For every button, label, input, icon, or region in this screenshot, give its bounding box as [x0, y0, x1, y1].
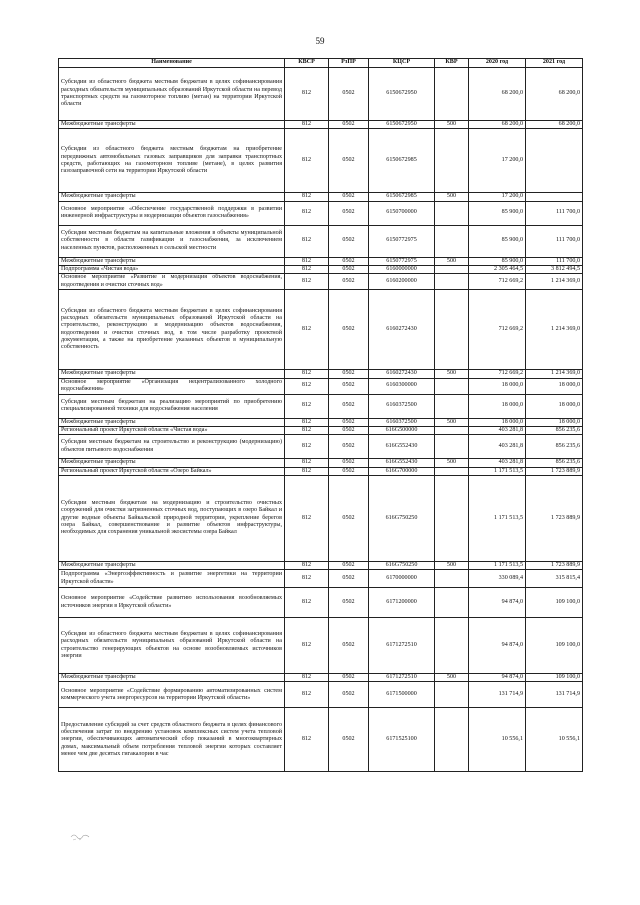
cell-name: Субсидии из областного бюджета местным бюджетам в целях софинансирования расходных обязательств муниципальных образований Иркутской области на строительство генерирующих объектов на основе возобновляемых источников энергии — [59, 618, 285, 674]
cell-kvr: 500 — [435, 459, 469, 467]
cell-rzpr: 0502 — [329, 588, 369, 618]
header-2020: 2020 год — [469, 59, 526, 68]
cell-kvr: 500 — [435, 370, 469, 378]
cell-rzpr: 0502 — [329, 290, 369, 370]
cell-name: Субсидии местным бюджетам на реализацию мероприятий по приобретению специализированной техники для водоснабжения населения — [59, 394, 285, 418]
cell-2020: 68 200,0 — [469, 121, 526, 129]
cell-kcsr: 6150772975 — [369, 225, 435, 257]
cell-name: Основное мероприятие «Организация нецентрализованного холодного водоснабжения» — [59, 378, 285, 394]
cell-name: Основное мероприятие «Обеспечение государственной поддержки в развитии инженерной инфраструктуры и модернизации объектов газоснабжения» — [59, 201, 285, 225]
table-row — [59, 467, 583, 475]
cell-rzpr: 0502 — [329, 394, 369, 418]
cell-2020: 1 171 513,5 — [469, 467, 526, 475]
cell-2021: 111 700,0 — [526, 225, 583, 257]
cell-kvr — [435, 682, 469, 708]
cell-kvr — [435, 394, 469, 418]
cell-kcsr: 6171500000 — [369, 682, 435, 708]
cell-kvr — [435, 708, 469, 772]
cell-2020: 85 900,0 — [469, 225, 526, 257]
cell-2021: 1 723 889,9 — [526, 475, 583, 561]
cell-name: Межбюджетные трансферты — [59, 561, 285, 569]
cell-rzpr: 0502 — [329, 674, 369, 682]
cell-name: Основное мероприятие «Содействие развитию использования возобновляемых источников энергии в Иркутской области» — [59, 588, 285, 618]
cell-2020: 712 669,2 — [469, 290, 526, 370]
cell-name: Межбюджетные трансферты — [59, 121, 285, 129]
cell-kcsr: 6171272510 — [369, 618, 435, 674]
cell-kvr — [435, 225, 469, 257]
table-body — [59, 68, 583, 772]
cell-2020: 131 714,9 — [469, 682, 526, 708]
cell-name: Субсидии из областного бюджета местным бюджетам в целях софинансирования расходных обязательств муниципальных образований Иркутской области на строительство, реконструкцию и модернизацию объектов водоснабжения, водоотведения и очистки сточных вод, в том числе разработку проектной документации, а также на приобретение указанных объектов в муниципальную собственность — [59, 290, 285, 370]
table-row — [59, 201, 583, 225]
header-kvr: КВР — [435, 59, 469, 68]
cell-2020: 2 305 464,5 — [469, 265, 526, 273]
cell-kvsr: 812 — [285, 435, 329, 459]
cell-rzpr: 0502 — [329, 618, 369, 674]
cell-2020: 18 000,0 — [469, 378, 526, 394]
cell-2020: 68 200,0 — [469, 68, 526, 121]
cell-kvr — [435, 475, 469, 561]
cell-kcsr: 6160200000 — [369, 274, 435, 290]
cell-name: Межбюджетные трансферты — [59, 193, 285, 201]
cell-name: Основное мероприятие «Содействие формированию автоматизированных систем коммерческого учета энергоресурсов на территории Иркутской области» — [59, 682, 285, 708]
cell-kcsr: 6150672985 — [369, 193, 435, 201]
cell-kvr: 500 — [435, 418, 469, 426]
cell-2021: 111 700,0 — [526, 201, 583, 225]
table-row — [59, 570, 583, 588]
cell-kcsr: 6171200000 — [369, 588, 435, 618]
cell-rzpr: 0502 — [329, 418, 369, 426]
cell-kvr — [435, 435, 469, 459]
cell-2021: 1 723 889,9 — [526, 467, 583, 475]
cell-rzpr: 0502 — [329, 682, 369, 708]
cell-2020: 1 171 513,5 — [469, 561, 526, 569]
cell-kcsr: 6150672985 — [369, 129, 435, 193]
cell-rzpr: 0502 — [329, 435, 369, 459]
header-rzpr: РзПР — [329, 59, 369, 68]
table-row — [59, 674, 583, 682]
cell-2021: 111 700,0 — [526, 257, 583, 265]
cell-kvsr: 812 — [285, 201, 329, 225]
cell-name: Субсидии местным бюджетам на капитальные вложения в объекты муниципальной собственности в области газификации и газоснабжения, за исключением населенных пунктов, расположенных в сельской местности — [59, 225, 285, 257]
cell-kvr — [435, 201, 469, 225]
cell-kvsr: 812 — [285, 129, 329, 193]
cell-2020: 712 669,2 — [469, 274, 526, 290]
cell-kcsr: 6171272510 — [369, 674, 435, 682]
header-2021: 2021 год — [526, 59, 583, 68]
table-row — [59, 394, 583, 418]
cell-2020: 10 556,1 — [469, 708, 526, 772]
cell-kvsr: 812 — [285, 426, 329, 434]
cell-kvsr: 812 — [285, 378, 329, 394]
cell-2020: 403 281,8 — [469, 459, 526, 467]
table-row — [59, 561, 583, 569]
cell-kvr: 500 — [435, 193, 469, 201]
cell-2021: 1 214 369,0 — [526, 370, 583, 378]
cell-kcsr: 6160272430 — [369, 370, 435, 378]
cell-rzpr: 0502 — [329, 121, 369, 129]
cell-2020: 94 874,0 — [469, 588, 526, 618]
cell-2021: 856 235,6 — [526, 435, 583, 459]
cell-kvsr: 812 — [285, 418, 329, 426]
cell-kvsr: 812 — [285, 370, 329, 378]
cell-name: Межбюджетные трансферты — [59, 418, 285, 426]
cell-2021: 1 723 889,9 — [526, 561, 583, 569]
cell-kvr — [435, 618, 469, 674]
cell-rzpr: 0502 — [329, 708, 369, 772]
cell-kvsr: 812 — [285, 265, 329, 273]
cell-kvsr: 812 — [285, 225, 329, 257]
cell-kcsr: 6150700000 — [369, 201, 435, 225]
cell-2020: 85 900,0 — [469, 201, 526, 225]
table-row — [59, 193, 583, 201]
cell-2021: 1 214 369,0 — [526, 274, 583, 290]
cell-2021 — [526, 193, 583, 201]
cell-kvsr: 812 — [285, 193, 329, 201]
cell-kcsr: 6150672950 — [369, 121, 435, 129]
cell-kvr — [435, 467, 469, 475]
cell-kvr — [435, 570, 469, 588]
cell-2021: 1 214 369,0 — [526, 290, 583, 370]
cell-rzpr: 0502 — [329, 257, 369, 265]
table-row — [59, 708, 583, 772]
cell-rzpr: 0502 — [329, 467, 369, 475]
cell-kvsr: 812 — [285, 570, 329, 588]
cell-kvr — [435, 378, 469, 394]
cell-2020: 18 000,0 — [469, 418, 526, 426]
table-row — [59, 618, 583, 674]
cell-2020: 94 874,0 — [469, 618, 526, 674]
cell-kvr — [435, 274, 469, 290]
table-row — [59, 121, 583, 129]
cell-name: Основное мероприятие «Развитие и модернизация объектов водоснабжения, водоотведения и очистки сточных вод» — [59, 274, 285, 290]
cell-kcsr: 6160300000 — [369, 378, 435, 394]
cell-kcsr: 6171525100 — [369, 708, 435, 772]
cell-kvr — [435, 426, 469, 434]
cell-2020: 94 874,0 — [469, 674, 526, 682]
cell-kcsr: 616G552430 — [369, 459, 435, 467]
cell-kvsr: 812 — [285, 274, 329, 290]
cell-rzpr: 0502 — [329, 201, 369, 225]
cell-kvsr: 812 — [285, 588, 329, 618]
cell-name: Субсидии местным бюджетам на модернизацию и строительство очистных сооружений для очистки загрязненных сточных вод, поступающих в озеро Байкал и другие водные объекты Байкальской природной территории, укрепление берегов озера Байкал, совершенствование и развитие объектов инфраструктуры, необходимых для сохранения уникальной экосистемы озера Байкал — [59, 475, 285, 561]
cell-name: Межбюджетные трансферты — [59, 257, 285, 265]
table-header-row — [59, 59, 583, 68]
cell-2021: 18 000,0 — [526, 394, 583, 418]
cell-rzpr: 0502 — [329, 68, 369, 121]
cell-kvr: 500 — [435, 121, 469, 129]
cell-kvr — [435, 129, 469, 193]
cell-rzpr: 0502 — [329, 475, 369, 561]
cell-rzpr: 0502 — [329, 378, 369, 394]
cell-2021: 68 200,0 — [526, 121, 583, 129]
cell-kvsr: 812 — [285, 674, 329, 682]
cell-kvsr: 812 — [285, 708, 329, 772]
cell-kcsr: 6160000000 — [369, 265, 435, 273]
cell-kcsr: 616G500000 — [369, 426, 435, 434]
cell-rzpr: 0502 — [329, 370, 369, 378]
cell-kvr — [435, 68, 469, 121]
table-row — [59, 682, 583, 708]
cell-kcsr: 6150772975 — [369, 257, 435, 265]
table-row — [59, 378, 583, 394]
cell-kvsr: 812 — [285, 467, 329, 475]
cell-2021: 109 100,0 — [526, 588, 583, 618]
cell-name: Субсидии из областного бюджета местным бюджетам на приобретение передвижных автомобильных газовых заправщиков для заправки транспортных средств, работающих на газомоторном топливе (метане), в целях развития газозаправочной сети на территории Иркутской области — [59, 129, 285, 193]
table-row — [59, 290, 583, 370]
cell-kcsr: 616G552430 — [369, 435, 435, 459]
cell-2021: 109 100,0 — [526, 674, 583, 682]
table-row — [59, 225, 583, 257]
cell-kcsr: 616G750250 — [369, 475, 435, 561]
cell-2020: 712 669,2 — [469, 370, 526, 378]
cell-2021: 131 714,9 — [526, 682, 583, 708]
cell-2020: 17 200,0 — [469, 129, 526, 193]
table-row — [59, 257, 583, 265]
cell-kcsr: 616G700000 — [369, 467, 435, 475]
cell-kvsr: 812 — [285, 682, 329, 708]
cell-2021: 856 235,6 — [526, 426, 583, 434]
cell-kvsr: 812 — [285, 394, 329, 418]
cell-2020: 403 281,8 — [469, 435, 526, 459]
pen-mark-icon — [70, 828, 90, 842]
cell-kvsr: 812 — [285, 618, 329, 674]
cell-2021: 3 812 494,5 — [526, 265, 583, 273]
cell-2021: 18 000,0 — [526, 418, 583, 426]
cell-kcsr: 6150672950 — [369, 68, 435, 121]
page-number: 59 — [315, 36, 325, 46]
table-row — [59, 370, 583, 378]
cell-rzpr: 0502 — [329, 426, 369, 434]
cell-name: Региональный проект Иркутской области «Озеро Байкал» — [59, 467, 285, 475]
cell-name: Предоставление субсидий за счет средств областного бюджета в целях финансового обеспечения затрат по внедрению установок комплексных систем учета тепловой энергии, обеспечивающих автоматический сбор показаний в многоквартирных домах, максимальный объем потребления тепловой энергии которых составляет менее чем две десятых гигакалории в час — [59, 708, 285, 772]
budget-table — [58, 58, 583, 772]
cell-kvsr: 812 — [285, 68, 329, 121]
cell-kvsr: 812 — [285, 257, 329, 265]
table-row — [59, 435, 583, 459]
header-name: Наименование — [59, 59, 285, 68]
cell-rzpr: 0502 — [329, 265, 369, 273]
table-row — [59, 475, 583, 561]
cell-name: Межбюджетные трансферты — [59, 674, 285, 682]
cell-name: Субсидии из областного бюджета местным бюджетам в целях софинансирования расходных обязательств муниципальных образований Иркутской области на перевод транспортных средств на газомоторное топливо (метан) на территории Иркутской области — [59, 68, 285, 121]
cell-kvr: 500 — [435, 674, 469, 682]
cell-kvr: 500 — [435, 561, 469, 569]
cell-2021: 856 235,6 — [526, 459, 583, 467]
cell-rzpr: 0502 — [329, 561, 369, 569]
cell-kcsr: 6160372500 — [369, 394, 435, 418]
cell-2020: 1 171 513,5 — [469, 475, 526, 561]
table-row — [59, 426, 583, 434]
cell-rzpr: 0502 — [329, 225, 369, 257]
table-row — [59, 129, 583, 193]
table-row — [59, 588, 583, 618]
cell-name: Субсидии местным бюджетам на строительство и реконструкцию (модернизацию) объектов питьевого водоснабжения — [59, 435, 285, 459]
cell-2021: 10 556,1 — [526, 708, 583, 772]
cell-2020: 17 200,0 — [469, 193, 526, 201]
cell-rzpr: 0502 — [329, 570, 369, 588]
cell-kcsr: 6160372500 — [369, 418, 435, 426]
cell-kvsr: 812 — [285, 121, 329, 129]
cell-rzpr: 0502 — [329, 459, 369, 467]
table-row — [59, 68, 583, 121]
cell-2020: 85 900,0 — [469, 257, 526, 265]
cell-kvsr: 812 — [285, 561, 329, 569]
table-row — [59, 274, 583, 290]
cell-kvsr: 812 — [285, 459, 329, 467]
cell-name: Подпрограмма «Энергоэффективность и развитие энергетики на территории Иркутской области» — [59, 570, 285, 588]
header-kvsr: КВСР — [285, 59, 329, 68]
cell-kvr: 500 — [435, 257, 469, 265]
cell-name: Межбюджетные трансферты — [59, 370, 285, 378]
cell-kcsr: 616G750250 — [369, 561, 435, 569]
cell-kvr — [435, 588, 469, 618]
cell-2021 — [526, 129, 583, 193]
cell-name: Региональный проект Иркутской области «Чистая вода» — [59, 426, 285, 434]
cell-2020: 403 281,8 — [469, 426, 526, 434]
cell-2020: 18 000,0 — [469, 394, 526, 418]
cell-rzpr: 0502 — [329, 129, 369, 193]
cell-rzpr: 0502 — [329, 274, 369, 290]
cell-kvsr: 812 — [285, 475, 329, 561]
table-row — [59, 459, 583, 467]
cell-2021: 109 100,0 — [526, 618, 583, 674]
cell-rzpr: 0502 — [329, 193, 369, 201]
cell-kcsr: 6170000000 — [369, 570, 435, 588]
cell-kcsr: 6160272430 — [369, 290, 435, 370]
cell-kvr — [435, 265, 469, 273]
cell-2021: 68 200,0 — [526, 68, 583, 121]
cell-name: Межбюджетные трансферты — [59, 459, 285, 467]
cell-2021: 18 000,0 — [526, 378, 583, 394]
cell-kvsr: 812 — [285, 290, 329, 370]
cell-2021: 315 815,4 — [526, 570, 583, 588]
table-row — [59, 418, 583, 426]
table-row — [59, 265, 583, 273]
cell-2020: 330 089,4 — [469, 570, 526, 588]
cell-kvr — [435, 290, 469, 370]
cell-name: Подпрограмма «Чистая вода» — [59, 265, 285, 273]
header-kcsr: КЦСР — [369, 59, 435, 68]
